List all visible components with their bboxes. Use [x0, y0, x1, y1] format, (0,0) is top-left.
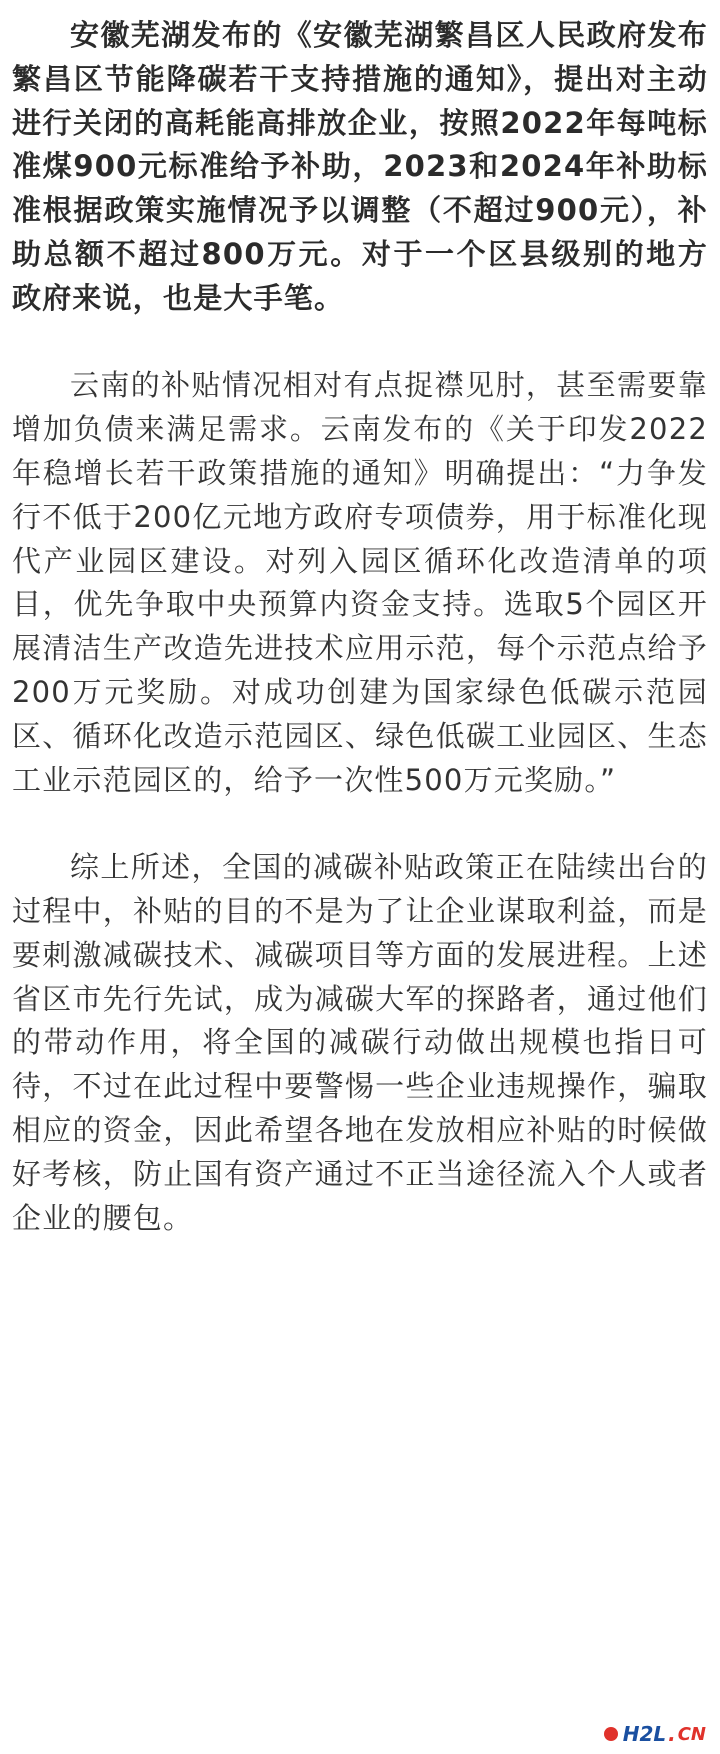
watermark-text-main: H2L [622, 1722, 667, 1746]
watermark-logo-icon [604, 1727, 618, 1741]
article-body [12, 14, 708, 1240]
paragraph-summary: 综上所述，全国的减碳补贴政策正在陆续出台的过程中，补贴的目的不是为了让企业谋取利益，而是要刺激减碳技术、减碳项目等方面的发展进程。上述省区市先行先试，成为减碳大军的探路者，通过他们的带动作用，将全国的减碳行动做出规模也指日可待，不过在此过程中要警惕一些企业违规操作，骗取相应的资金，因此希望各地在发放相应补贴的时候做好考核，防止国有资产通过不正当途径流入个人或者企业的腰包。 [12, 850, 708, 1235]
site-watermark [604, 1722, 706, 1746]
watermark-text-dot: . [668, 1722, 676, 1746]
watermark-text-tld: CN [677, 1723, 706, 1745]
paragraph-anhui-wuhu: 安徽芜湖发布的《安徽芜湖繁昌区人民政府发布繁昌区节能降碳若干支持措施的通知》，提出对主动进行关闭的高耗能高排放企业，按照2022年每吨标准煤900元标准给予补助，2023和2024年补助标准根据政策实施情况予以调整（不超过900元），补助总额不超过800万元。对于一个区县级别的地方政府来说，也是大手笔。 [12, 18, 708, 315]
paragraph-yunnan: 云南的补贴情况相对有点捉襟见肘，甚至需要靠增加负债来满足需求。云南发布的《关于印发2022年稳增长若干政策措施的通知》明确提出：“力争发行不低于200亿元地方政府专项债券，用于标准化现代产业园区建设。对列入园区循环化改造清单的项目，优先争取中央预算内资金支持。选取5个园区开展清洁生产改造先进技术应用示范，每个示范点给予200万元奖励。对成功创建为国家绿色低碳示范园区、循环化改造示范园区、绿色低碳工业园区、生态工业示范园区的，给予一次性500万元奖励。” [12, 368, 708, 797]
